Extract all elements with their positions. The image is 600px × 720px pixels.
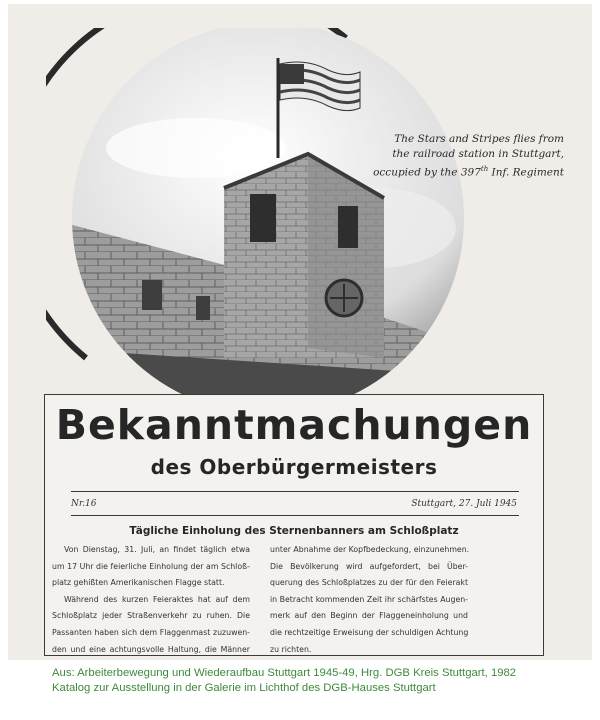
text-line: Schloßplatz jeder Straßenverkehr zu ruhen. Die (52, 611, 250, 621)
caption-line-2: the railroad station in Stuttgart, (392, 148, 564, 160)
text-line: platz gehißten Amerikanischen Flagge statt. (52, 578, 225, 588)
source-line-2: Katalog zur Ausstellung in der Galerie im Lichthof des DGB-Hauses Stuttgart (52, 682, 436, 694)
text-line: den und eine achtungsvolle Haltung, die Männer (52, 644, 250, 654)
document-title: Bekanntmachungen (55, 401, 533, 449)
caption-line-3: occupied by the 397th Inf. Regiment (373, 165, 564, 179)
issue-number: Nr.16 (71, 499, 97, 509)
divider (71, 515, 519, 516)
article-paragraph (52, 592, 250, 658)
text-line: um 17 Uhr die feierliche Einholung der am Schloß- (52, 561, 250, 571)
text-line: in Betracht kommenden Zeit ihr schärfstes Augen- (270, 594, 468, 604)
document-subtitle: des Oberbürgermeisters (150, 455, 438, 479)
article-paragraph (52, 542, 250, 592)
caption-line-1: The Stars and Stripes flies from (394, 133, 564, 145)
text-line: Die Bevölkerung wird aufgefordert, bei Über- (270, 561, 468, 571)
text-line: die rechtzeitige Erweisung der schuldigen Achtung (270, 627, 469, 637)
text-line: merk auf den Beginn der Flaggeneinholung und (270, 611, 468, 621)
article-paragraph (270, 542, 468, 658)
source-line-1: Aus: Arbeiterbewegung und Wiederaufbau Stuttgart 1945-49, Hrg. DGB Kreis Stuttgart, 1982 (52, 667, 517, 679)
text-line: Passanten haben sich dem Flaggenmast zuzuwen- (52, 627, 250, 637)
text-line: zu richten. (270, 644, 312, 654)
source-note (52, 666, 592, 696)
divider (71, 491, 519, 492)
article-headline: Tägliche Einholung des Sternenbanners am Schloßplatz (129, 525, 459, 537)
article-column-right (270, 542, 468, 658)
text-line: Während des kurzen Feieraktes hat auf dem (64, 594, 250, 604)
text-line: Von Dienstag, 31. Juli, an findet täglich etwa (64, 545, 250, 554)
dateline: Stuttgart, 27. Juli 1945 (411, 499, 517, 509)
photo-caption (372, 132, 564, 181)
text-line: querung des Schloßplatzes zu der für den Feierakt (270, 578, 468, 588)
text-line: unter Abnahme der Kopfbedeckung, einzunehmen. (270, 545, 470, 554)
article-column-left (52, 542, 250, 658)
railroad-station-illustration (46, 28, 504, 398)
